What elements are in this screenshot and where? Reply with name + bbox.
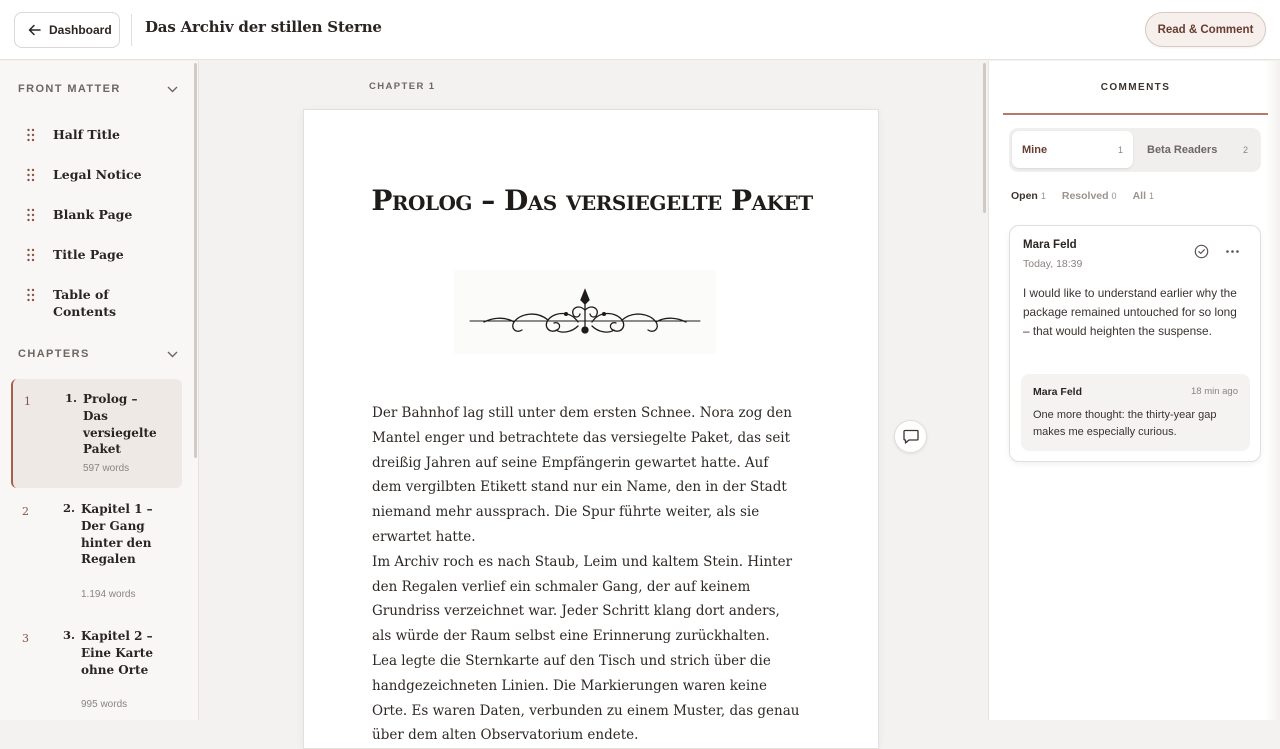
chapter-item[interactable] <box>11 489 182 613</box>
comment-bubble-icon <box>903 429 919 444</box>
add-comment-button[interactable] <box>894 420 927 453</box>
front-matter-label: Blank Page <box>53 207 133 222</box>
paragraph[interactable]: Lea legte die Sternkarte auf den Tisch und strich über die handgezeichneten Linien. Die Markierungen waren keine Orte. Es waren Daten, verbunden zu einem Muster, das genau über dem alten Observatorium endete. <box>372 652 800 744</box>
chapter-number: 2. <box>63 501 76 515</box>
editor-scrollbar[interactable] <box>983 63 986 213</box>
filter-label: Resolved <box>1061 190 1109 202</box>
front-matter-item-blank-page[interactable] <box>26 206 186 223</box>
filter-label: All <box>1132 190 1146 202</box>
chapter-index: 3 <box>22 632 29 645</box>
resolve-check-icon[interactable] <box>1194 244 1209 259</box>
segment-count: 2 <box>1242 144 1248 155</box>
chapter-title: Kapitel 2 – Eine Karte ohne Orte <box>81 629 153 677</box>
filter-label: Open <box>1011 190 1038 202</box>
comment-timestamp: Today, 18:39 <box>1023 258 1083 270</box>
drag-handle-icon[interactable] <box>26 168 36 182</box>
front-matter-item-title-page[interactable] <box>26 246 186 263</box>
dashboard-back-button[interactable] <box>14 12 120 48</box>
front-matter-label: Title Page <box>53 247 124 262</box>
chapter-body[interactable] <box>372 401 802 748</box>
chapter-heading[interactable]: Prolog – Das versiegelte Paket <box>371 184 813 217</box>
sidebar-scrollbar[interactable] <box>194 63 197 458</box>
chapter-title: Kapitel 1 – Der Gang hinter den Regalen <box>81 502 153 567</box>
editor-area <box>200 61 986 744</box>
front-matter-item-half-title[interactable] <box>26 126 186 143</box>
comment-text: I would like to understand earlier why the package remained untouched for so long – that would heighten the suspense. <box>1023 286 1237 338</box>
front-matter-label: Half Title <box>53 127 120 142</box>
comment-filters <box>1011 190 1170 202</box>
comment-reply[interactable] <box>1021 374 1250 451</box>
paragraph[interactable]: Im Archiv roch es nach Staub, Leim und kaltem Stein. Hinter den Regalen verlief ein schmaler Gang, der auf keinem Grundriss verzeichnet war. Jeder Schritt klang dort anders, als würde der Raum selbst eine Erinnerung zurückhalten. <box>372 553 793 645</box>
segment-label: Mine <box>1022 143 1048 156</box>
drag-handle-icon[interactable] <box>26 208 36 222</box>
chapter-word-count: 995 words <box>81 699 128 710</box>
front-matter-heading: FRONT MATTER <box>18 83 121 95</box>
filter-all[interactable] <box>1133 190 1154 202</box>
chevron-down-icon <box>167 351 178 358</box>
more-options-icon[interactable] <box>1225 244 1240 259</box>
chapters-header[interactable] <box>18 348 178 360</box>
book-title: Das Archiv der stillen Sterne <box>145 18 382 36</box>
chapters-heading: CHAPTERS <box>18 348 90 360</box>
drag-handle-icon[interactable] <box>26 128 36 142</box>
segment-mine[interactable] <box>1012 131 1133 168</box>
flourish-ornament-icon <box>454 270 716 354</box>
chapter-label: CHAPTER 1 <box>369 81 436 92</box>
read-and-comment-button[interactable]: Read & Comment <box>1145 12 1266 47</box>
comment-card[interactable] <box>1009 225 1261 462</box>
front-matter-label: Legal Notice <box>53 167 142 182</box>
top-bar <box>0 0 1280 60</box>
segment-beta-readers[interactable] <box>1137 131 1258 168</box>
comment-source-toggle <box>1009 128 1261 172</box>
chapter-title: Prolog – Das versiegelte Paket <box>83 392 157 457</box>
chapter-word-count: 597 words <box>83 463 130 474</box>
filter-count: 1 <box>1148 191 1154 201</box>
front-matter-label: Table of Contents <box>53 287 117 319</box>
segment-label: Beta Readers <box>1147 143 1218 156</box>
tab-comments[interactable]: COMMENTS <box>1003 61 1268 115</box>
chevron-down-icon <box>167 86 178 93</box>
chapter-number: 1. <box>65 391 78 405</box>
comment-author: Mara Feld <box>1023 239 1077 251</box>
chapter-word-count: 1.194 words <box>81 589 136 600</box>
chapter-index: 2 <box>22 505 29 518</box>
filter-count: 1 <box>1040 191 1046 201</box>
front-matter-header[interactable] <box>18 83 178 95</box>
divider <box>131 14 132 46</box>
panel-edge-shadow <box>1266 61 1280 720</box>
filter-count: 0 <box>1111 191 1117 201</box>
chapter-item[interactable] <box>11 616 182 720</box>
chapter-item-active[interactable] <box>11 379 182 488</box>
drag-handle-icon[interactable] <box>26 288 36 302</box>
front-matter-item-table-of-contents[interactable] <box>26 286 186 320</box>
paragraph[interactable]: Der Bahnhof lag still unter dem ersten Schnee. Nora zog den Mantel enger und betrachtete das versiegelte Paket, das seit dreißig Jahren auf seine Empfängerin gewartet hatte. Auf dem vergilbten Etikett stand nur ein Name, den in der Stadt niemand mehr aussprach. Die Spur führte weiter, als sie erwartet hatte. <box>372 405 792 545</box>
filter-resolved[interactable] <box>1062 190 1117 202</box>
reply-text: One more thought: the thirty-year gap makes me especially curious. <box>1033 409 1217 438</box>
dashboard-label: Dashboard <box>49 23 112 37</box>
segment-count: 1 <box>1117 144 1123 155</box>
reply-timestamp: 18 min ago <box>1190 386 1238 397</box>
chapter-number: 3. <box>63 628 76 642</box>
arrow-left-icon <box>28 24 41 36</box>
structure-sidebar <box>0 61 199 720</box>
chapter-index: 1 <box>24 395 31 408</box>
reply-author: Mara Feld <box>1033 386 1083 398</box>
manuscript-page[interactable] <box>303 109 879 749</box>
front-matter-item-legal-notice[interactable] <box>26 166 186 183</box>
drag-handle-icon[interactable] <box>26 248 36 262</box>
filter-open[interactable] <box>1011 190 1046 202</box>
ornament-divider-image <box>454 270 716 354</box>
comments-panel <box>988 61 1280 720</box>
